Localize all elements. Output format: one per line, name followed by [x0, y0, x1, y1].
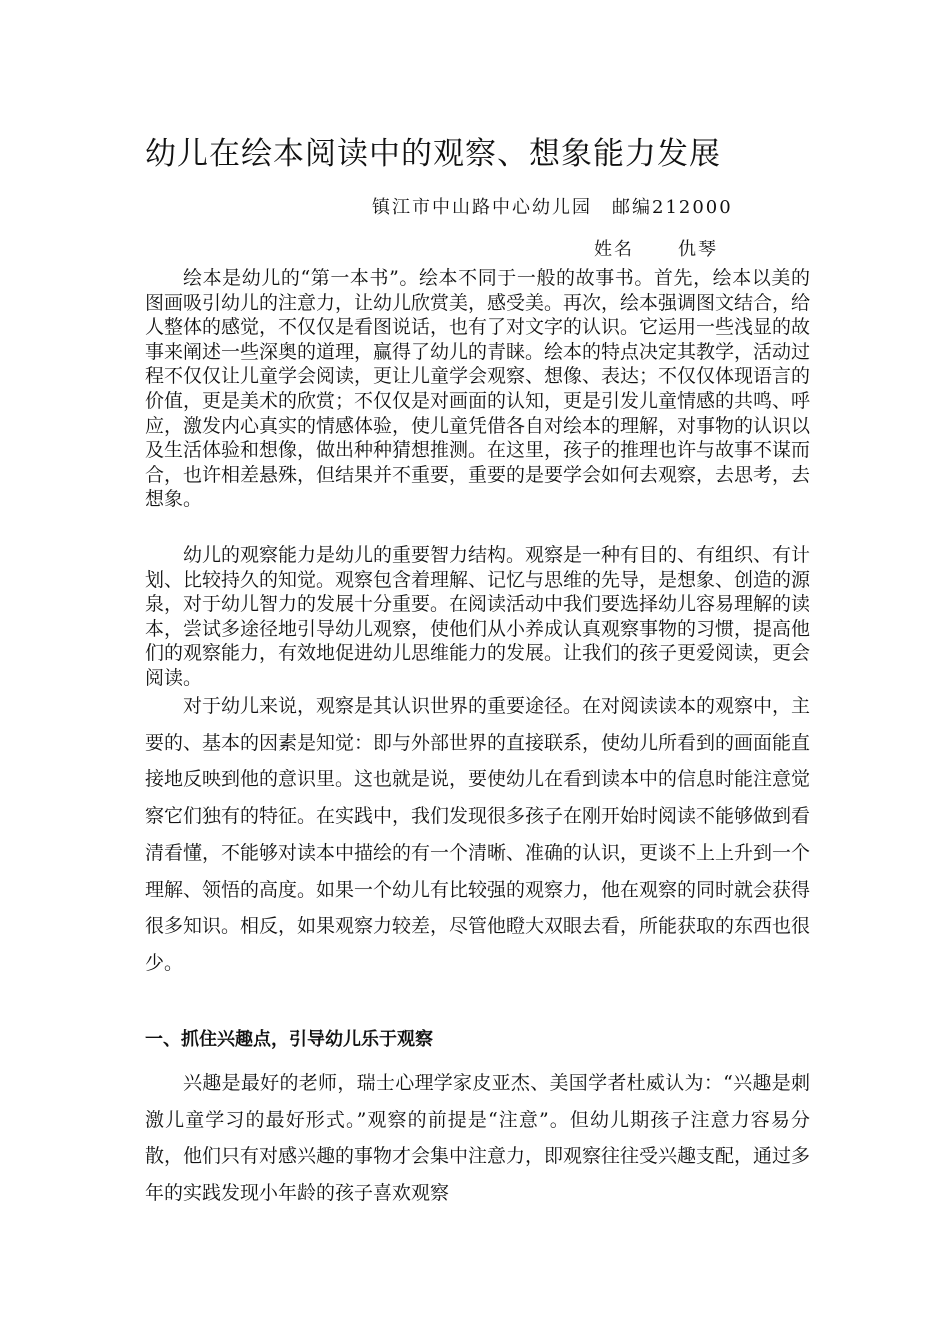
- paragraph-1: 绘本是幼儿的“第一本书”。绘本不同于一般的故事书。首先，绘本以美的图画吸引幼儿的注意力，让幼儿欣赏美，感受美。再次，绘本强调图文结合，给人整体的感觉，不仅仅是看图说话，也有了对文字的认识。它运用一些浅显的故事来阐述一些深奥的道理，赢得了幼儿的青睐。绘本的特点决定其教学，活动过程不仅仅让儿童学会阅读，更让儿童学会观察、想像、表达；不仅仅体现语言的价值，更是美术的欣赏；不仅仅是对画面的认知，更是引发儿童情感的共鸣、呼应，激发内心真实的情感体验，使儿童凭借各自对绘本的理解，对事物的认识以及生活体验和想像，做出种种猜想推测。在这里，孩子的推理也许与故事不谋而合，也许相差悬殊，但结果并不重要，重要的是要学会如何去观察，去思考，去想象。: [145, 267, 811, 511]
- paragraph-2: 幼儿的观察能力是幼儿的重要智力结构。观察是一种有目的、有组织、有计划、比较持久的知觉。观察包含着理解、记忆与思维的先导，是想象、创造的源泉，对于幼儿智力的发展十分重要。在阅读活动中我们要选择幼儿容易理解的读本，尝试多途径地引导幼儿观察，使他们从小养成认真观察事物的习惯，提高他们的观察能力，有效地促进幼儿思维能力的发展。让我们的孩子更爱阅读，更会阅读。: [145, 544, 811, 689]
- section-heading-1: 一、抓住兴趣点，引导幼儿乐于观察: [145, 1029, 433, 1050]
- author-label: 姓名: [594, 239, 634, 260]
- author-name: 仇琴: [678, 239, 718, 260]
- paragraph-4: 兴趣是最好的老师，瑞士心理学家皮亚杰、美国学者杜威认为：“兴趣是刺激儿童学习的最好形式。”观察的前提是“注意”。但幼儿期孩子注意力容易分散，他们只有对感兴趣的事物才会集中注意力，即观察往往受兴趣支配，通过多年的实践发现小年龄的孩子喜欢观察: [145, 1072, 811, 1205]
- author-line: [594, 235, 718, 261]
- paragraph-3: 对于幼儿来说，观察是其认识世界的重要途径。在对阅读读本的观察中，主要的、基本的因素是知觉：即与外部世界的直接联系，使幼儿所看到的画面能直接地反映到他的意识里。这也就是说，要使幼儿在看到读本中的信息时能注意觉察它们独有的特征。在实践中，我们发现很多孩子在刚开始时阅读不能够做到看清看懂，不能够对读本中描绘的有一个清晰、准确的认识，更谈不上上升到一个理解、领悟的高度。如果一个幼儿有比较强的观察力，他在观察的同时就会获得很多知识。相反，如果观察力较差，尽管他瞪大双眼去看，所能获取的东西也很少。: [145, 695, 811, 974]
- school-and-postcode: 镇江市中山路中心幼儿园 邮编212000: [372, 197, 733, 218]
- document-title: 幼儿在绘本阅读中的观察、想象能力发展: [145, 136, 721, 172]
